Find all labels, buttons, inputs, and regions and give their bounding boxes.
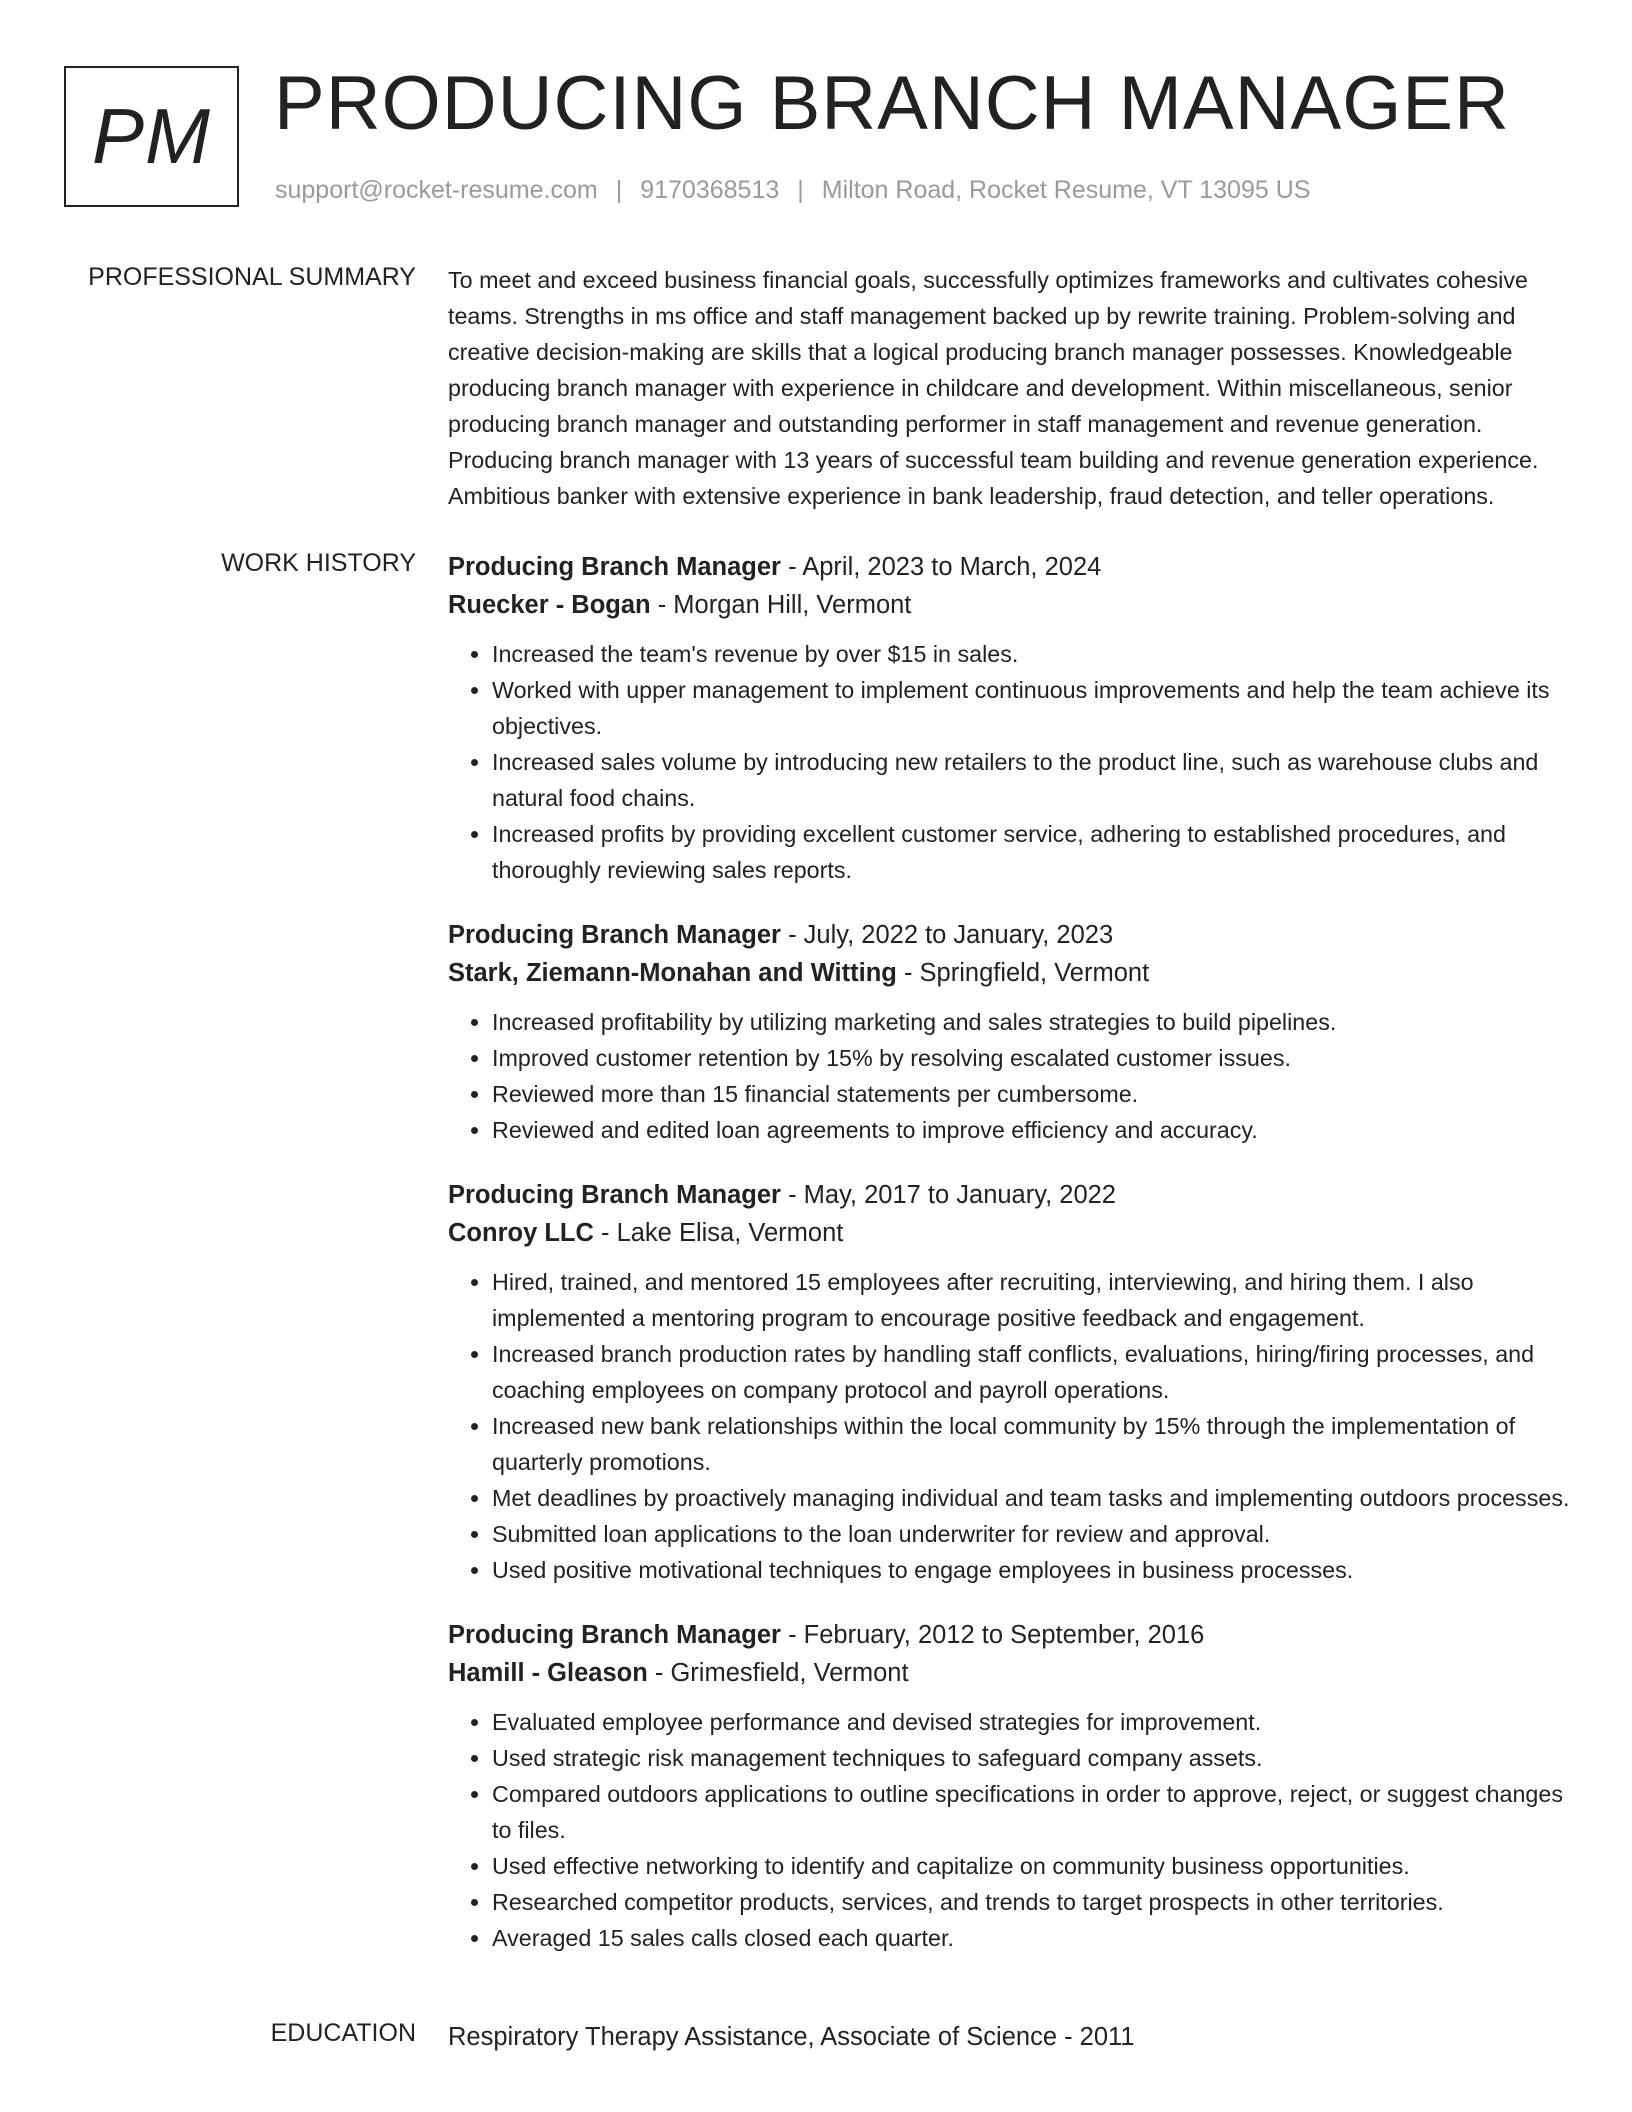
education-section <box>64 2018 1574 2056</box>
job-bullet: • Used strategic risk management techniques to safeguard company assets. <box>492 1740 1573 1776</box>
job-title-line <box>448 916 1573 954</box>
job-company-line <box>448 586 1573 624</box>
job-bullet: • Researched competitor products, services, and trends to target prospects in other territories. <box>492 1884 1573 1920</box>
job-dates: - July, 2022 to January, 2023 <box>780 921 1114 949</box>
contact-email: support@rocket-resume.com <box>275 176 598 204</box>
job-title-line <box>448 548 1573 586</box>
resume-header <box>64 61 1564 216</box>
job-company: Hamill - Gleason <box>448 1659 648 1687</box>
job-title: Producing Branch Manager <box>448 1621 781 1649</box>
job-bullet: • Evaluated employee performance and devised strategies for improvement. <box>492 1704 1573 1740</box>
job-entry <box>448 548 1573 888</box>
job-title: Producing Branch Manager <box>448 1181 781 1209</box>
job-bullets <box>448 1004 1573 1148</box>
job-location: - Lake Elisa, Vermont <box>593 1219 844 1247</box>
contact-phone: 9170368513 <box>640 176 780 204</box>
job-dates: - April, 2023 to March, 2024 <box>780 553 1102 581</box>
contact-line <box>275 176 1310 205</box>
job-title: Producing Branch Manager <box>448 921 781 949</box>
job-dates: - February, 2012 to September, 2016 <box>780 1621 1205 1649</box>
summary-text: To meet and exceed business financial goals, successfully optimizes frameworks and cultivates cohesive teams. Strengths in ms office and staff management backed up by rewrite training. Problem-solving and creative decision-making are skills that a logical producing branch manager possesses. Knowledgeable producing branch manager with experience in childcare and development. Within miscellaneous, senior producing branch manager and outstanding performer in staff management and revenue generation. Producing branch manager with 13 years of successful team building and revenue generation experience. Ambitious banker with extensive experience in bank leadership, fraud detection, and teller operations. <box>448 267 1539 509</box>
job-title: Producing Branch Manager <box>448 553 781 581</box>
job-company-line <box>448 1654 1573 1692</box>
job-company-line <box>448 954 1573 992</box>
education-entry: Respiratory Therapy Assistance, Associate of Science - 2011 <box>448 2023 1135 2051</box>
job-bullet: • Increased profits by providing excellent customer service, adhering to established procedures, and thoroughly reviewing sales reports. <box>492 816 1573 888</box>
resume-content <box>64 262 1574 2090</box>
job-title-line <box>448 1176 1573 1214</box>
job-dates: - May, 2017 to January, 2022 <box>780 1181 1116 1209</box>
job-bullet: • Reviewed more than 15 financial statements per cumbersome. <box>492 1076 1573 1112</box>
job-bullet: • Submitted loan applications to the loan underwriter for review and approval. <box>492 1516 1573 1552</box>
work-history-list <box>448 548 1573 1984</box>
job-bullet: • Used positive motivational techniques to engage employees in business processes. <box>492 1552 1573 1588</box>
job-bullets <box>448 636 1573 888</box>
section-label-education: EDUCATION <box>270 2019 416 2047</box>
job-bullet: • Met deadlines by proactively managing individual and team tasks and implementing outdoors processes. <box>492 1480 1573 1516</box>
contact-address: Milton Road, Rocket Resume, VT 13095 US <box>821 176 1311 204</box>
section-label-summary: PROFESSIONAL SUMMARY <box>88 263 416 291</box>
monogram-box: PM <box>64 66 239 207</box>
job-bullet: • Increased branch production rates by handling staff conflicts, evaluations, hiring/firing processes, and coaching employees on company protocol and payroll operations. <box>492 1336 1573 1408</box>
job-bullets <box>448 1704 1573 1956</box>
job-bullet: • Hired, trained, and mentored 15 employees after recruiting, interviewing, and hiring them. I also implemented a mentoring program to encourage positive feedback and engagement. <box>492 1264 1573 1336</box>
job-company: Conroy LLC <box>448 1219 594 1247</box>
job-bullet: • Worked with upper management to implement continuous improvements and help the team achieve its objectives. <box>492 672 1573 744</box>
section-label-work-history: WORK HISTORY <box>221 549 416 577</box>
resume-title: PRODUCING BRANCH MANAGER <box>274 61 1510 146</box>
job-entry <box>448 1616 1573 1956</box>
job-company: Ruecker - Bogan <box>448 591 651 619</box>
summary-section <box>64 262 1574 514</box>
job-bullet: • Averaged 15 sales calls closed each quarter. <box>492 1920 1573 1956</box>
job-bullets <box>448 1264 1573 1588</box>
job-bullet: • Increased the team's revenue by over $15 in sales. <box>492 636 1573 672</box>
job-location: - Springfield, Vermont <box>896 959 1150 987</box>
contact-separator: | <box>615 176 623 204</box>
job-bullet: • Increased new bank relationships within the local community by 15% through the implementation of quarterly promotions. <box>492 1408 1573 1480</box>
job-company: Stark, Ziemann-Monahan and Witting <box>448 959 897 987</box>
job-bullet: • Used effective networking to identify and capitalize on community business opportunities. <box>492 1848 1573 1884</box>
job-entry <box>448 916 1573 1148</box>
job-location: - Grimesfield, Vermont <box>647 1659 909 1687</box>
job-bullet: • Increased sales volume by introducing new retailers to the product line, such as warehouse clubs and natural food chains. <box>492 744 1573 816</box>
job-bullet: • Compared outdoors applications to outline specifications in order to approve, reject, or suggest changes to files. <box>492 1776 1573 1848</box>
job-location: - Morgan Hill, Vermont <box>650 591 912 619</box>
contact-separator: | <box>797 176 804 204</box>
job-bullet: • Improved customer retention by 15% by resolving escalated customer issues. <box>492 1040 1573 1076</box>
job-company-line <box>448 1214 1573 1252</box>
work-history-section <box>64 548 1574 1984</box>
job-bullet: • Increased profitability by utilizing marketing and sales strategies to build pipelines. <box>492 1004 1573 1040</box>
job-title-line <box>448 1616 1573 1654</box>
job-entry <box>448 1176 1573 1588</box>
job-bullet: • Reviewed and edited loan agreements to improve efficiency and accuracy. <box>492 1112 1573 1148</box>
